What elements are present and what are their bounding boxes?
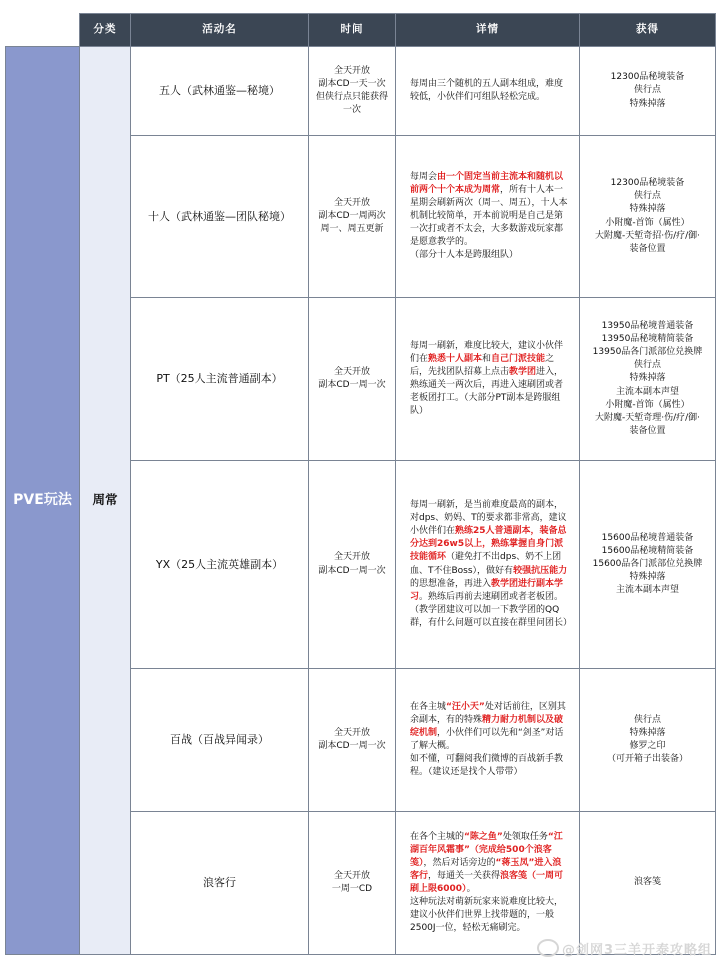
- detail-text: 每周一刷新，是当前难度最高的副本，对dps、奶妈、T的要求都非常高，建议小伙伴们在: [410, 500, 567, 537]
- detail-paragraph: [410, 249, 569, 262]
- activity-name: 五人（武林通鉴—秘境）: [131, 47, 309, 136]
- category-cell: PVE玩法: [6, 47, 80, 955]
- detail-text: 每周由三个随机的五人副本组成，难度较低，小伙伴们可组队轻松完成。: [410, 78, 564, 102]
- reward-line: 13950品秘境精简装备: [601, 334, 694, 345]
- header-reward: 获得: [580, 14, 716, 47]
- highlight-text: 熟悉十人副本: [428, 353, 483, 364]
- reward-line: 15600品秘境精简装备: [601, 545, 694, 556]
- detail-text: （避免打不出dps、奶不上团血、T不住Boss），做好有: [410, 552, 562, 576]
- time-line: 一次: [342, 105, 361, 116]
- detail-text: 处对话前往，区别其余副本，有的特殊: [410, 701, 566, 725]
- detail-text: 如不懂，可翻阅我们微博的百战新手教程。（建议还是找个人带带）: [410, 754, 564, 778]
- detail-cell: [396, 669, 580, 812]
- reward-line: 12300品秘境装备: [610, 178, 685, 189]
- watermark-text: @剑网3三羊开泰攻略组: [561, 943, 712, 958]
- reward-line: 特殊掉落: [629, 572, 666, 583]
- reward-line: 修罗之印: [629, 741, 666, 751]
- reward-line: 特殊掉落: [629, 98, 666, 109]
- detail-paragraph: [410, 340, 569, 418]
- highlight-text: 较强抗压能力: [513, 565, 568, 576]
- detail-text: ，所有十人本一星期会刷新两次（周一、周五），十人本机制比较简单，开本前说明是自己是第一次打或者不太会，大多数游戏玩家都是愿意教学的。: [410, 184, 568, 248]
- reward-line: 15600品秘境普通装备: [601, 532, 694, 543]
- reward-cell: [580, 136, 716, 298]
- reward-line: 15600品各门派部位兑换牌: [592, 558, 703, 569]
- highlight-text: 自己门派技能: [491, 353, 546, 364]
- detail-text: ，小伙伴们可以先和“剑圣”对话了解大概。: [410, 727, 564, 751]
- detail-text: ，每通关一关获得: [428, 870, 501, 881]
- reward-line: 13950品各门派部位兑换牌: [592, 347, 703, 358]
- weibo-logo-icon: [537, 939, 559, 957]
- reward-line: 侠行点: [633, 85, 661, 96]
- activity-name: 百战（百战异闻录）: [131, 669, 309, 812]
- highlight-text: “陈之鱼”: [464, 831, 503, 842]
- time-cell: [309, 298, 396, 461]
- time-line: 副本CD一周两次: [318, 210, 386, 221]
- detail-text: 和: [482, 353, 492, 364]
- detail-text: ，然后对话旁边的: [423, 857, 496, 868]
- time-cell: [309, 669, 396, 812]
- time-line: 周一、周五更新: [320, 224, 384, 235]
- time-cell: [309, 47, 396, 136]
- detail-paragraph: [410, 701, 569, 753]
- detail-text: 每周会: [410, 171, 438, 182]
- header-blank: [6, 14, 80, 47]
- activity-name: YX（25人主流英雄副本）: [131, 461, 309, 669]
- detail-text: （部分十人本是跨服组队）: [410, 250, 519, 261]
- detail-text: 。熟练后再前去速刷团或者老板团。（教学团建议可以加一下教学团的QQ群，有什么问题可以直接在群里问团长）: [410, 591, 573, 628]
- reward-line: 小附魔-首饰（属性）: [605, 217, 690, 228]
- activity-name: 浪客行: [131, 812, 309, 955]
- activity-name: 十人（武林通鉴—团队秘境）: [131, 136, 309, 298]
- reward-cell: [580, 47, 716, 136]
- activity-name: PT（25人主流普通副本）: [131, 298, 309, 461]
- detail-text: 这种玩法对萌新玩家来说难度比较大，建议小伙伴们世界上找带题的，一般2500J一位，轻松无痛刷完。: [410, 897, 564, 934]
- detail-text: 进入，熟练通关一两次后，再进入速刷团或者老板团打工。（大部分PT副本是跨服组队）: [410, 366, 564, 417]
- time-cell: [309, 812, 396, 955]
- highlight-text: 精力耐力机制以及破绽机制: [410, 714, 564, 738]
- header-detail: 详情: [396, 14, 580, 47]
- highlight-text: 浪客笺（一周可刷上限6000）: [410, 870, 564, 894]
- detail-text: 处领取任务: [502, 831, 548, 842]
- detail-cell: [396, 812, 580, 955]
- detail-cell: [396, 47, 580, 136]
- detail-text: 。: [466, 884, 476, 894]
- reward-line: 大附魔-天堑奇理·伤/疗/御·: [594, 412, 701, 423]
- highlight-text: 由一个固定当前主流本和随机以前两个十个本成为周常: [410, 171, 564, 195]
- time-line: 副本CD一周一次: [318, 741, 386, 751]
- highlight-text: “江湖百年风霜事”（完成给500个浪客笺）: [410, 831, 563, 868]
- detail-text: 在各主城: [410, 701, 447, 712]
- highlight-text: 教学团: [509, 366, 537, 377]
- header-time: 时间: [309, 14, 396, 47]
- time-cell: [309, 461, 396, 669]
- time-cell: [309, 136, 396, 298]
- pve-weekly-table: [5, 13, 716, 955]
- reward-cell: [580, 298, 716, 461]
- time-line: 全天开放: [333, 65, 370, 76]
- reward-line: 侠行点: [633, 191, 661, 202]
- table-row: [6, 47, 716, 136]
- detail-paragraph: [410, 753, 569, 779]
- reward-cell: [580, 461, 716, 669]
- detail-paragraph: [410, 896, 569, 935]
- highlight-text: “蒋玉凤”进入浪客行: [410, 857, 562, 881]
- reward-line: 13950品秘境普通装备: [601, 321, 694, 332]
- subcategory-cell: 周常: [80, 47, 131, 955]
- detail-paragraph: [410, 78, 569, 104]
- reward-cell: [580, 812, 716, 955]
- reward-line: 浪客笺: [633, 877, 661, 888]
- time-line: 全天开放: [333, 197, 370, 208]
- reward-line: 特殊掉落: [629, 727, 666, 738]
- detail-text: 在各个主城的: [410, 831, 465, 842]
- time-line: 全天开放: [333, 366, 370, 377]
- detail-paragraph: [410, 831, 569, 896]
- reward-line: 主流本副本声望: [615, 585, 679, 596]
- reward-line: 侠行点: [633, 360, 661, 371]
- time-line: 副本CD一天一次: [318, 78, 386, 89]
- time-line: 副本CD一周一次: [318, 380, 386, 390]
- reward-line: 特殊掉落: [629, 204, 666, 215]
- time-line: 一周一CD: [331, 884, 373, 894]
- highlight-text: 教学团进行副本学习: [410, 578, 564, 602]
- header-row: [6, 14, 716, 47]
- time-line: 但侠行点只能获得: [315, 92, 388, 102]
- detail-paragraph: [410, 499, 573, 629]
- time-line: 全天开放: [333, 870, 370, 881]
- detail-text: 每周一刷新，难度比较大，建议小伙伴们在: [410, 340, 564, 364]
- detail-text: 的思想准备，再进入: [410, 578, 492, 589]
- watermark: [537, 939, 712, 958]
- detail-cell: [396, 298, 580, 461]
- time-line: 全天开放: [333, 727, 370, 738]
- detail-cell: [396, 136, 580, 298]
- reward-line: 小附魔-首饰（属性）: [605, 399, 690, 410]
- highlight-text: 熟练25人普通副本，装备总分达到26w5以上，熟练掌握自身门派技能循环: [410, 526, 567, 563]
- reward-line: 装备位置: [629, 425, 666, 436]
- time-line: 全天开放: [333, 552, 370, 563]
- time-line: 副本CD一周一次: [318, 565, 386, 576]
- reward-line: 大附魔-天堑奇招·伤/疗/御·: [594, 230, 701, 241]
- highlight-text: “汪小天”: [446, 701, 485, 712]
- detail-text: 之后，先找团队招募上点击: [410, 353, 555, 377]
- reward-line: （可开箱子出装备）: [606, 754, 688, 765]
- header-activity: 活动名: [131, 14, 309, 47]
- reward-line: 主流本副本声望: [615, 386, 679, 397]
- reward-line: 侠行点: [633, 714, 661, 725]
- detail-paragraph: [410, 171, 569, 249]
- reward-line: 特殊掉落: [629, 373, 666, 384]
- header-category: 分类: [80, 14, 131, 47]
- detail-cell: [396, 461, 580, 669]
- reward-line: 12300品秘境装备: [610, 72, 685, 83]
- reward-line: 装备位置: [629, 243, 666, 254]
- reward-cell: [580, 669, 716, 812]
